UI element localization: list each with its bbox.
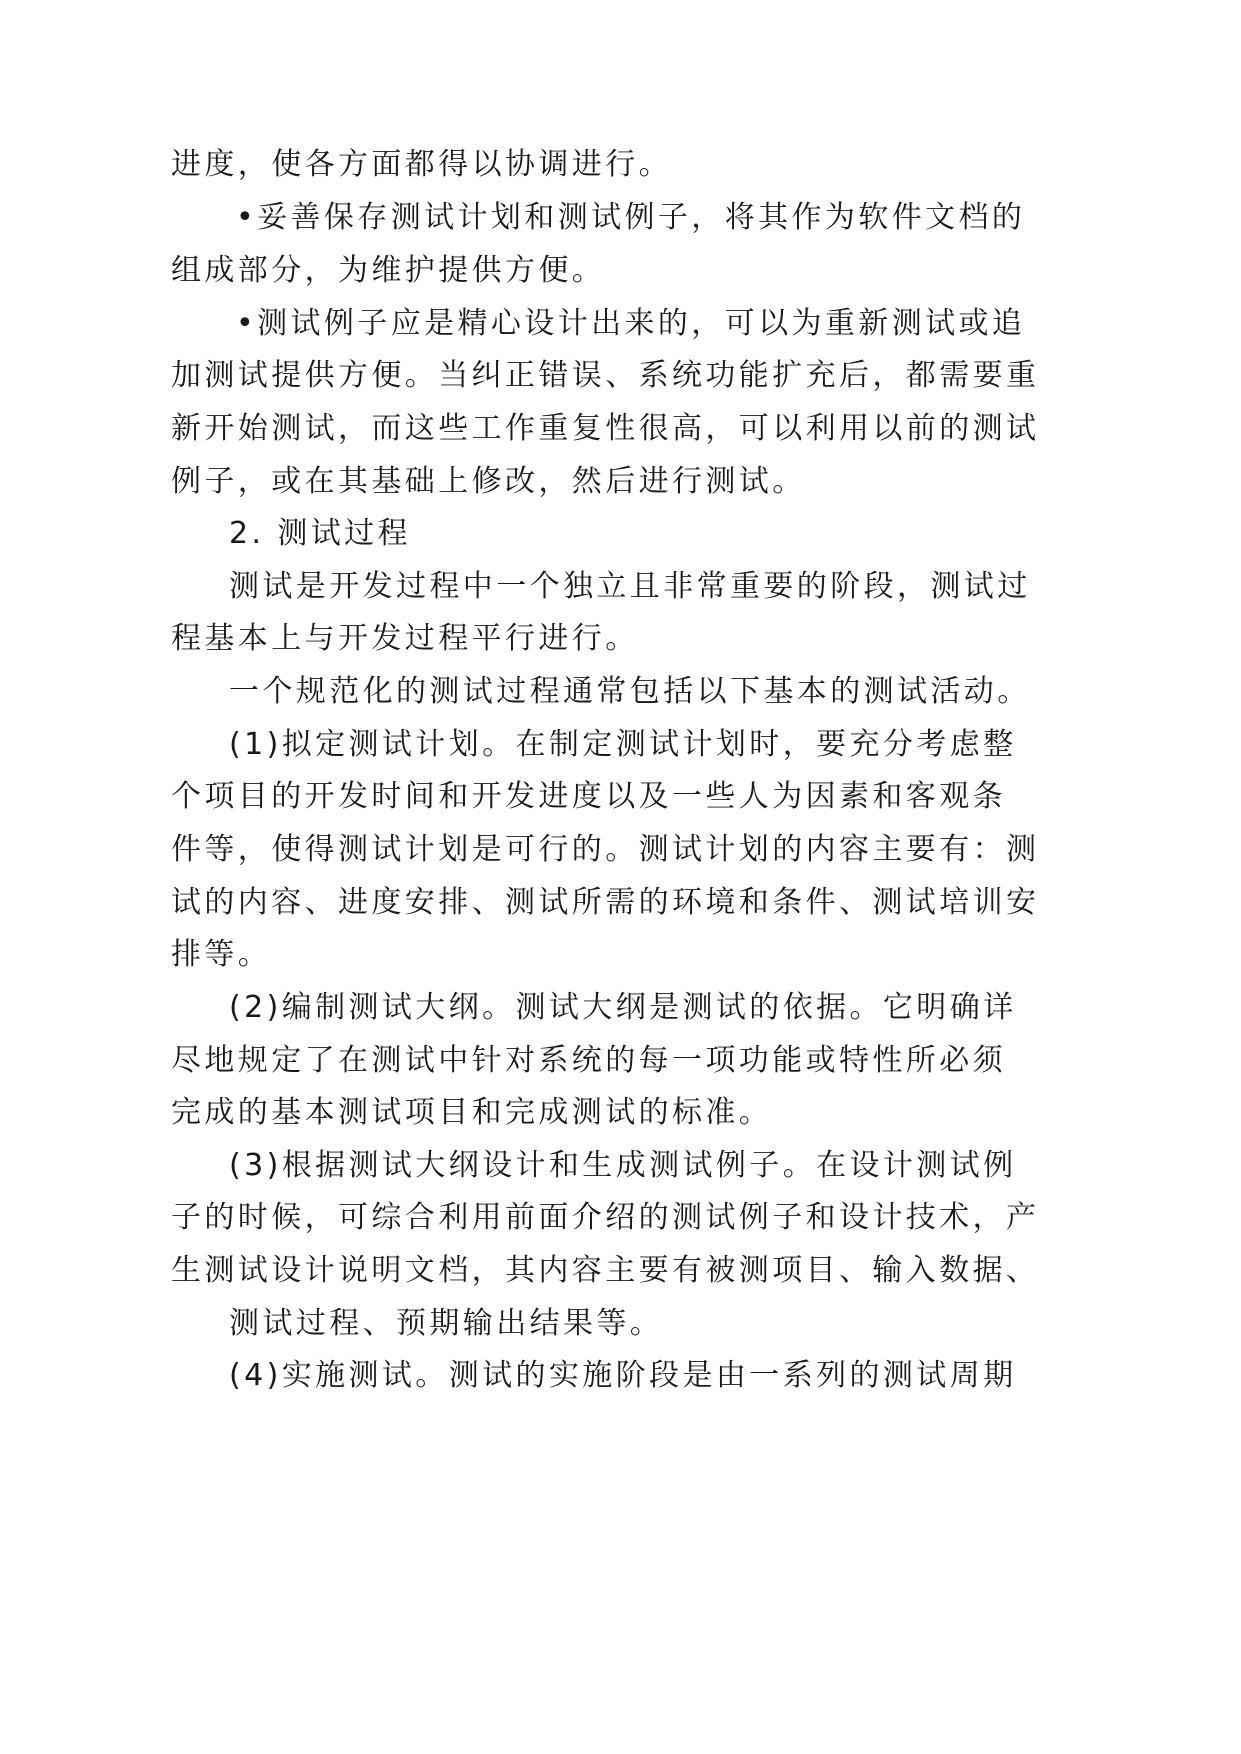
text-line-6: 新开始测试，而这些工作重复性很高，可以利用以前的测试: [171, 411, 1040, 446]
text-line-12: (1)拟定测试计划。在制定测试计划时，要充分考虑整: [229, 727, 1017, 762]
text-line-1: 进度，使各方面都得以协调进行。: [171, 147, 672, 182]
text-line-11: 一个规范化的测试过程通常包括以下基本的测试活动。: [229, 674, 1031, 709]
text-line-5: 加测试提供方便。当纠正错误、系统功能扩充后，都需要重: [171, 358, 1040, 393]
text-line-20: (3)根据测试大纲设计和生成测试例子。在设计测试例: [229, 1148, 1017, 1183]
text-line-10: 程基本上与开发过程平行进行。: [171, 621, 639, 656]
text-line-16: 排等。: [171, 937, 272, 972]
text-line-15: 试的内容、进度安排、测试所需的环境和条件、测试培训安: [171, 885, 1040, 920]
text-line-17: (2)编制测试大纲。测试大纲是测试的依据。它明确详: [229, 990, 1017, 1025]
text-line-14: 件等，使得测试计划是可行的。测试计划的内容主要有：测: [171, 832, 1040, 867]
text-line-9: 测试是开发过程中一个独立且非常重要的阶段，测试过: [229, 569, 1031, 604]
text-line-21: 子的时候，可综合利用前面介绍的测试例子和设计技术，产: [171, 1200, 1040, 1235]
text-line-13: 个项目的开发时间和开发进度以及一些人为因素和客观条: [171, 779, 1006, 814]
text-line-7: 例子，或在其基础上修改，然后进行测试。: [171, 464, 806, 499]
section-heading: 2. 测试过程: [229, 516, 411, 551]
text-line-4: •测试例子应是精心设计出来的，可以为重新测试或追: [236, 306, 1026, 341]
text-line-23: 测试过程、预期输出结果等。: [229, 1306, 664, 1341]
text-line-18: 尽地规定了在测试中针对系统的每一项功能或特性所必须: [171, 1043, 1006, 1078]
text-line-24: (4)实施测试。测试的实施阶段是由一系列的测试周期: [229, 1358, 1017, 1393]
text-line-3: 组成部分，为维护提供方便。: [171, 253, 606, 288]
text-line-19: 完成的基本测试项目和完成测试的标准。: [171, 1095, 773, 1130]
text-line-22: 生测试设计说明文档，其内容主要有被测项目、输入数据、: [171, 1253, 1040, 1288]
text-line-2: •妥善保存测试计划和测试例子，将其作为软件文档的: [236, 200, 1026, 235]
